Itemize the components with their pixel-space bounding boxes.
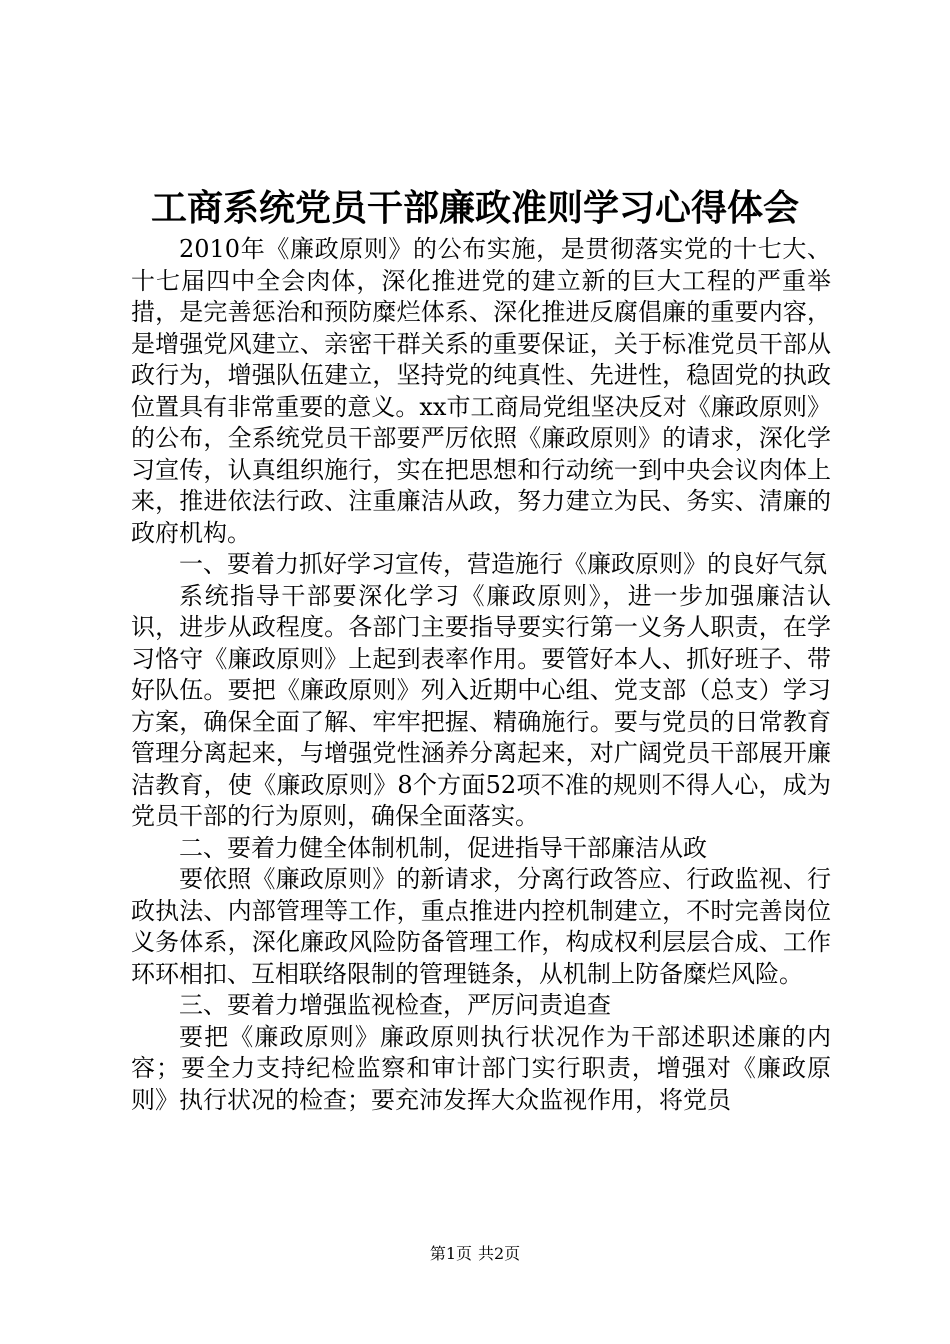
- page-footer: [0, 1244, 950, 1264]
- section-heading-2: 二、要着力健全体制机制，促进指导干部廉洁从政: [179, 833, 707, 862]
- document-title: 工商系统党员干部廉政准则学习心得体会: [150, 187, 799, 229]
- section-heading-3: 三、要着力增强监视检查，严厉问责追查: [179, 991, 611, 1019]
- section-paragraph-3: 要把《廉政原则》廉政原则执行状况作为干部述职述廉的内容；要全力支持纪检监察和审计部门实行职责，增强对《廉政原则》执行状况的检查；要充沛发挥大众监视作用，将党员: [131, 1022, 831, 1114]
- page-total: 共2页: [478, 1244, 521, 1263]
- document-body: [131, 234, 831, 1116]
- page-number: 第1页: [429, 1244, 472, 1263]
- section-heading-1: 一、要着力抓好学习宣传，营造施行《廉政原则》的良好气氛: [179, 550, 827, 578]
- section-paragraph-1: 系统指导干部要深化学习《廉政原则》，进一步加强廉洁认识，进步从政程度。各部门主要指导要实行第一义务人职责，在学习恪守《廉政原则》上起到表率作用。要管好本人、抓好班子、带好队伍。要把《廉政原则》列入近期中心组、党支部（总支）学习方案，确保全面了解、牢牢把握、精确施行。要与党员的日常教育管理分离起来，与增强党性涵养分离起来，对广阔党员干部展开廉洁教育，使《廉政原则》8个方面52项不准的规则不得人心，成为党员干部的行为原则，确保全面落实。: [131, 581, 831, 830]
- intro-paragraph: 2010年《廉政原则》的公布实施，是贯彻落实党的十七大、十七届四中全会肉体，深化推进党的建立新的巨大工程的严重举措，是完善惩治和预防糜烂体系、深化推进反腐倡廉的重要内容，是增强党风建立、亲密干群关系的重要保证，关于标准党员干部从政行为，增强队伍建立，坚持党的纯真性、先进性，稳固党的执政位置具有非常重要的意义。xx市工商局党组坚决反对《廉政原则》的公布，全系统党员干部要严厉依照《廉政原则》的请求，深化学习宣传，认真组织施行，实在把思想和行动统一到中央会议肉体上来，推进依法行政、注重廉洁从政，努力建立为民、务实、清廉的政府机构。: [131, 235, 831, 547]
- section-paragraph-2: 要依照《廉政原则》的新请求，分离行政答应、行政监视、行政执法、内部管理等工作，重点推进内控机制建立，不时完善岗位义务体系，深化廉政风险防备管理工作，构成权利层层合成、工作环环相扣、互相联络限制的管理链条，从机制上防备糜烂风险。: [131, 865, 831, 988]
